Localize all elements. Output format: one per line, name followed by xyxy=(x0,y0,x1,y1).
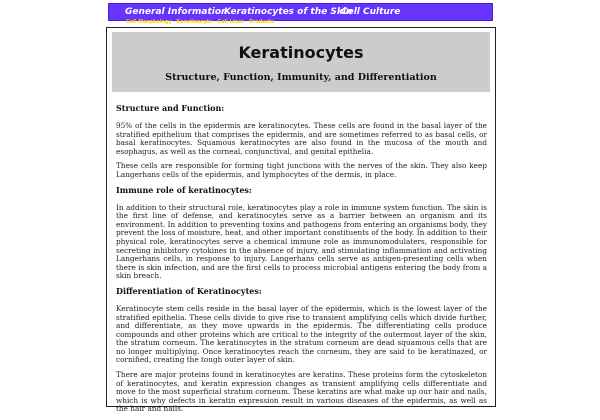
page-subtitle: Structure, Function, Immunity, and Differentiation xyxy=(165,72,437,83)
subnav-link-cell-morphology[interactable]: Cell Morphology xyxy=(126,19,172,25)
nav-link-cell-culture[interactable]: Cell Culture xyxy=(341,7,401,17)
section-heading-differentiation: Differentiation of Keratinocytes: xyxy=(116,285,262,296)
article-body xyxy=(116,104,487,420)
section-heading-structure: Structure and Function: xyxy=(116,103,225,113)
header-banner xyxy=(112,32,490,92)
section-heading-immune: Immune role of keratinocytes: xyxy=(116,184,252,195)
page-title: Keratinocytes xyxy=(238,43,364,62)
nav-link-keratinocytes-of-the-skin[interactable]: Keratinocytes of the Skin xyxy=(224,7,353,17)
paragraph: Keratinocyte stem cells reside in the basal layer of the epidermis, which is the lowest layer of the stratified epithelia. These cells divide to give rise to transient amplifying cells which divide further, and differentiate, as they move upwards in the epidermis. The differentiating cells produce compounds and other proteins which are critical to the integrity of the outermost layer of the skin, the stratum corneum. The keratinocytes in the stratum corneum are dead squamous cells that are no longer multiplying. Once keratinocytes reach the corneum, they are said to be keratinazed, or cornified, creating the tough outer layer of skin. xyxy=(116,303,487,365)
subnav-link-keratinocyte[interactable]: Keratinocyte xyxy=(176,19,213,25)
nav-link-general-information[interactable]: General Information xyxy=(125,7,228,17)
subnav-link-products[interactable]: Products xyxy=(249,19,275,25)
sub-nav xyxy=(126,19,277,25)
content-frame xyxy=(106,27,496,414)
subnav-link-cell-lines[interactable]: Cell Lines xyxy=(217,19,245,25)
paragraph: In addition to their structural role, keratinocytes play a role in immune system function. The skin is the first line of defense, and keratinocytes serve as a barrier between an organism and its environment. In addition to preventing toxins and pathogens from entering an organisms body, they prevent the loss of moisture, heat, and other important constituents of the body. In addition to their physical role, keratinocytes serve a chemical immune role as immunomodulaters, responsible for secreting inhibitory cytokines in the absence of injury, and stimulating inflammation and activating Langerhans cells, in response to injury. Langerhans cells serve as antigen-presenting cells when there is skin infection, and are the first cells to process microbial antigens entering the body from a skin breach. xyxy=(116,202,487,281)
paragraph: 95% of the cells in the epidermis are keratinocytes. These cells are found in the basal layer of the stratified epithelium that comprises the epidermis, and are sometimes referred to as basal cells, or basal keratinocytes. Squamous keratinocytes are also found in the mucosa of the mouth and esophagus, as well as the corneal, conjunctival, and genital epithelia. xyxy=(116,121,487,156)
paragraph: There are major proteins found in keratinocytes are keratins. These proteins form the cytoskeleton of keratinocytes, and keratin expression changes as transient amplifying cells differentiate and move to the most superficial stratum corneum. These keratins are what make up our hair and nails, which is why defects in keratin expression result in various diseases of the epidermis, as well as the hair and nails. xyxy=(116,370,487,414)
paragraph: These cells are responsible for forming tight junctions with the nerves of the skin. They also keep Langerhans cells of the epidermis, and lymphocytes of the dermis, in place. xyxy=(116,161,487,179)
